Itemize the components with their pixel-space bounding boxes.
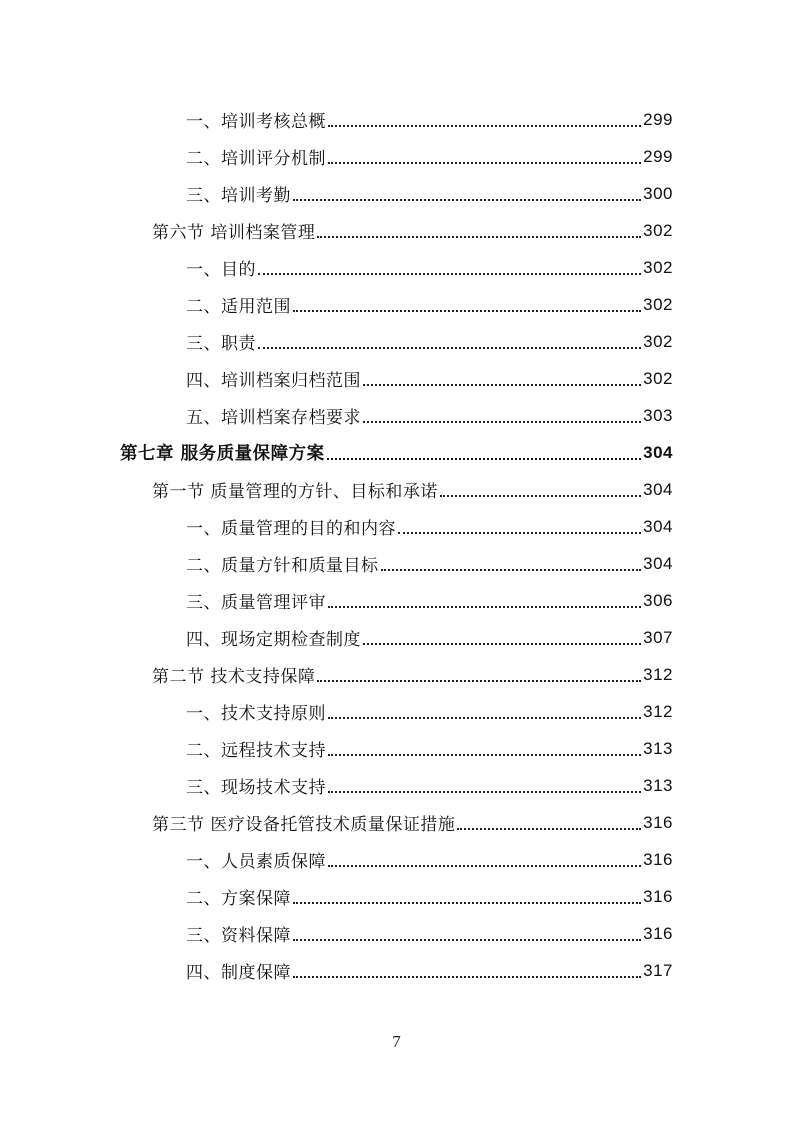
toc-dot-leader xyxy=(317,236,641,238)
toc-entry-page: 312 xyxy=(643,664,673,684)
toc-entry[interactable] xyxy=(186,952,673,989)
toc-entry-page: 302 xyxy=(643,257,673,277)
toc-entry-page: 304 xyxy=(643,442,673,462)
toc-entry-page: 300 xyxy=(643,183,673,203)
toc-entry-title: 三、资料保障 xyxy=(186,926,291,946)
toc-entry-page: 303 xyxy=(643,405,673,425)
toc-dot-leader xyxy=(328,162,641,164)
toc-entry-title: 四、制度保障 xyxy=(186,963,291,983)
toc-entry[interactable] xyxy=(186,545,673,582)
toc-entry[interactable] xyxy=(186,175,673,212)
toc-entry[interactable] xyxy=(186,249,673,286)
toc-entry-title: 一、技术支持原则 xyxy=(186,704,326,724)
toc-entry-page: 302 xyxy=(643,331,673,351)
toc-dot-leader xyxy=(398,532,641,534)
toc-entry-title: 五、培训档案存档要求 xyxy=(186,408,361,428)
toc-dot-leader xyxy=(328,791,641,793)
toc-dot-leader xyxy=(327,458,642,460)
toc-section-entry[interactable] xyxy=(152,656,673,693)
toc-entry-title: 一、质量管理的目的和内容 xyxy=(186,519,396,539)
toc-dot-leader xyxy=(258,273,641,275)
toc-entry-page: 299 xyxy=(643,146,673,166)
toc-entry-page: 317 xyxy=(643,960,673,980)
toc-dot-leader xyxy=(440,495,641,497)
toc-entry[interactable] xyxy=(186,619,673,656)
toc-entry-title: 三、现场技术支持 xyxy=(186,778,326,798)
toc-entry[interactable] xyxy=(186,693,673,730)
toc-entry[interactable] xyxy=(186,582,673,619)
toc-entry-title: 二、远程技术支持 xyxy=(186,741,326,761)
toc-entry[interactable] xyxy=(186,397,673,434)
toc-entry[interactable] xyxy=(186,878,673,915)
toc-entry-title: 二、质量方针和质量目标 xyxy=(186,556,379,576)
toc-dot-leader xyxy=(328,865,641,867)
toc-dot-leader xyxy=(258,347,641,349)
toc-entry[interactable] xyxy=(186,286,673,323)
toc-chapter-entry[interactable] xyxy=(120,434,673,471)
toc-dot-leader xyxy=(328,125,641,127)
toc-entry-title: 四、现场定期检查制度 xyxy=(186,630,361,650)
toc-entry[interactable] xyxy=(186,138,673,175)
toc-entry-title: 四、培训档案归档范围 xyxy=(186,371,361,391)
toc-entry-title: 三、职责 xyxy=(186,334,256,354)
toc-entry-title: 二、方案保障 xyxy=(186,889,291,909)
toc-dot-leader xyxy=(328,717,641,719)
toc-entry-page: 316 xyxy=(643,923,673,943)
toc-section-entry[interactable] xyxy=(152,471,673,508)
toc-entry-title: 第三节 医疗设备托管技术质量保证措施 xyxy=(152,815,456,835)
toc-entry-page: 304 xyxy=(643,516,673,536)
toc-entry-page: 302 xyxy=(643,294,673,314)
toc-dot-leader xyxy=(293,310,641,312)
toc-entry[interactable] xyxy=(186,508,673,545)
toc-entry-title: 二、培训评分机制 xyxy=(186,149,326,169)
toc-entry[interactable] xyxy=(186,730,673,767)
toc-entry-page: 312 xyxy=(643,701,673,721)
toc-entry-page: 306 xyxy=(643,590,673,610)
toc-entry-title: 一、人员素质保障 xyxy=(186,852,326,872)
toc-dot-leader xyxy=(293,902,641,904)
toc-entry-title: 第一节 质量管理的方针、目标和承诺 xyxy=(152,482,438,502)
toc-entry-page: 313 xyxy=(643,775,673,795)
toc-entry-page: 304 xyxy=(643,479,673,499)
toc-dot-leader xyxy=(293,199,641,201)
toc-entry-page: 307 xyxy=(643,627,673,647)
page-number: 7 xyxy=(392,1032,401,1051)
toc-section-entry[interactable] xyxy=(152,212,673,249)
toc-entry-title: 三、质量管理评审 xyxy=(186,593,326,613)
toc-section-entry[interactable] xyxy=(152,804,673,841)
toc-entry-page: 304 xyxy=(643,553,673,573)
toc-entry[interactable] xyxy=(186,915,673,952)
toc-entry-title: 第六节 培训档案管理 xyxy=(152,223,316,243)
toc-entry-page: 316 xyxy=(643,812,673,832)
toc-entry[interactable] xyxy=(186,360,673,397)
toc-dot-leader xyxy=(328,754,641,756)
toc-entry[interactable] xyxy=(186,323,673,360)
toc-entry-title: 三、培训考勤 xyxy=(186,186,291,206)
toc-dot-leader xyxy=(381,569,642,571)
toc-entry-title: 一、目的 xyxy=(186,260,256,280)
toc-dot-leader xyxy=(363,384,641,386)
toc-entry[interactable] xyxy=(186,841,673,878)
toc-entry[interactable] xyxy=(186,101,673,138)
toc-dot-leader xyxy=(293,939,641,941)
toc-dot-leader xyxy=(363,643,641,645)
toc-dot-leader xyxy=(363,421,641,423)
toc-dot-leader xyxy=(293,976,641,978)
toc-entry-title: 一、培训考核总概 xyxy=(186,112,326,132)
toc-dot-leader xyxy=(457,828,641,830)
toc-entry-title: 第七章 服务质量保障方案 xyxy=(120,444,325,464)
toc-entry-page: 316 xyxy=(643,849,673,869)
toc-entry-page: 299 xyxy=(643,109,673,129)
toc-dot-leader xyxy=(317,680,641,682)
toc-entry[interactable] xyxy=(186,767,673,804)
toc-entry-page: 316 xyxy=(643,886,673,906)
toc-dot-leader xyxy=(328,606,641,608)
toc-entry-page: 313 xyxy=(643,738,673,758)
toc-entry-page: 302 xyxy=(643,368,673,388)
toc-entry-page: 302 xyxy=(643,220,673,240)
toc-entry-title: 第二节 技术支持保障 xyxy=(152,667,316,687)
toc-entry-title: 二、适用范围 xyxy=(186,297,291,317)
